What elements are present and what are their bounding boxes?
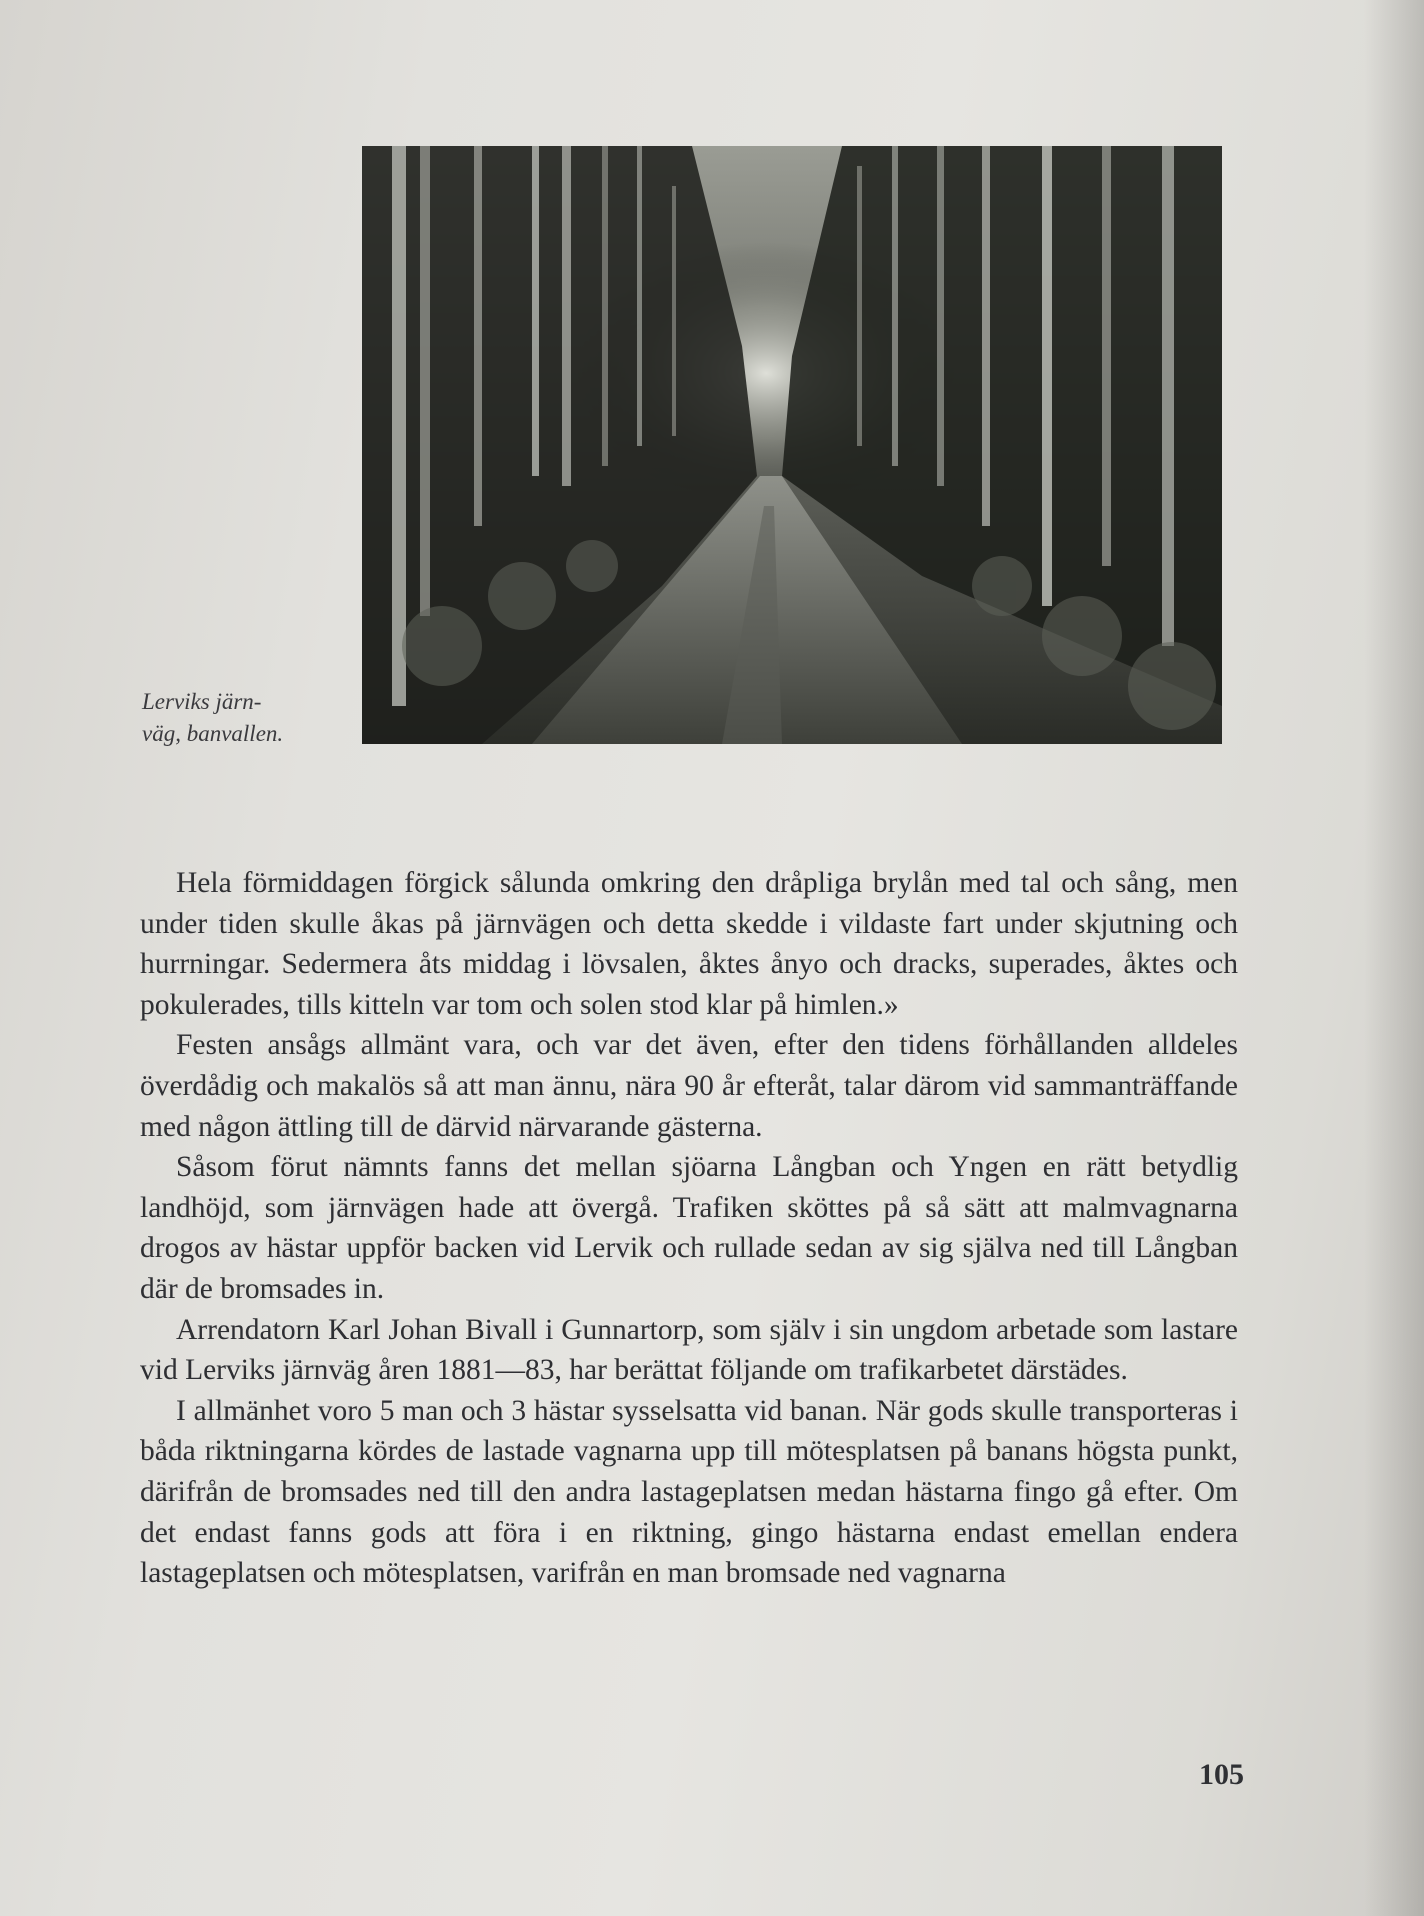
caption-line: Lerviks järn- (142, 689, 262, 714)
paragraph: Såsom förut nämnts fanns det mellan sjöarna Långban och Yngen en rätt betydlig landhöjd, som järnvägen hade att övergå. Trafiken sköttes på så sätt att malmvagnarna drogos av hästar uppför backen vid Lervik och rullade sedan av sig själva ned till Långban där de bromsades in. (140, 1151, 1238, 1305)
page-number: 105 (1199, 1758, 1244, 1791)
body-text (140, 863, 1238, 1594)
caption-line: väg, banvallen. (142, 721, 284, 746)
railway-embankment-photo (362, 146, 1222, 744)
paragraph: I allmänhet voro 5 man och 3 hästar sysselsatta vid banan. När gods skulle transporteras i båda riktningarna kördes de lastade vagnarna upp till mötesplatsen på banans högsta punkt, därifrån de bromsades ned till den andra lastageplatsen medan hästarna fingo gå efter. Om det endast fanns gods att föra i en riktning, gingo hästarna endast emellan endera lastageplatsen och mötesplatsen, varifrån en man bromsade ned vagnarna (140, 1394, 1238, 1590)
paragraph: Arrendatorn Karl Johan Bivall i Gunnartorp, som själv i sin ungdom arbetade som lastare vid Lerviks järnväg åren 1881—83, har berättat följande om trafikarbetet därstädes. (140, 1313, 1238, 1387)
paragraph: Hela förmiddagen förgick sålunda omkring den dråpliga brylån med tal och sång, men under tiden skulle åkas på järnvägen och detta skedde i vildaste fart under skjutning och hurrningar. Sedermera åts middag i lövsalen, åktes ånyo och dracks, superades, åktes och pokulerades, tills kitteln var tom och solen stod klar på himlen.» (140, 867, 1238, 1021)
paragraph: Festen ansågs allmänt vara, och var det även, efter den tidens förhållanden alldeles överdådig och makalös så att man ännu, nära 90 år efteråt, talar därom vid sammanträffande med någon ättling till de därvid närvarande gästerna. (140, 1029, 1238, 1143)
photo-caption (142, 686, 352, 750)
forest-path-image (362, 146, 1222, 744)
